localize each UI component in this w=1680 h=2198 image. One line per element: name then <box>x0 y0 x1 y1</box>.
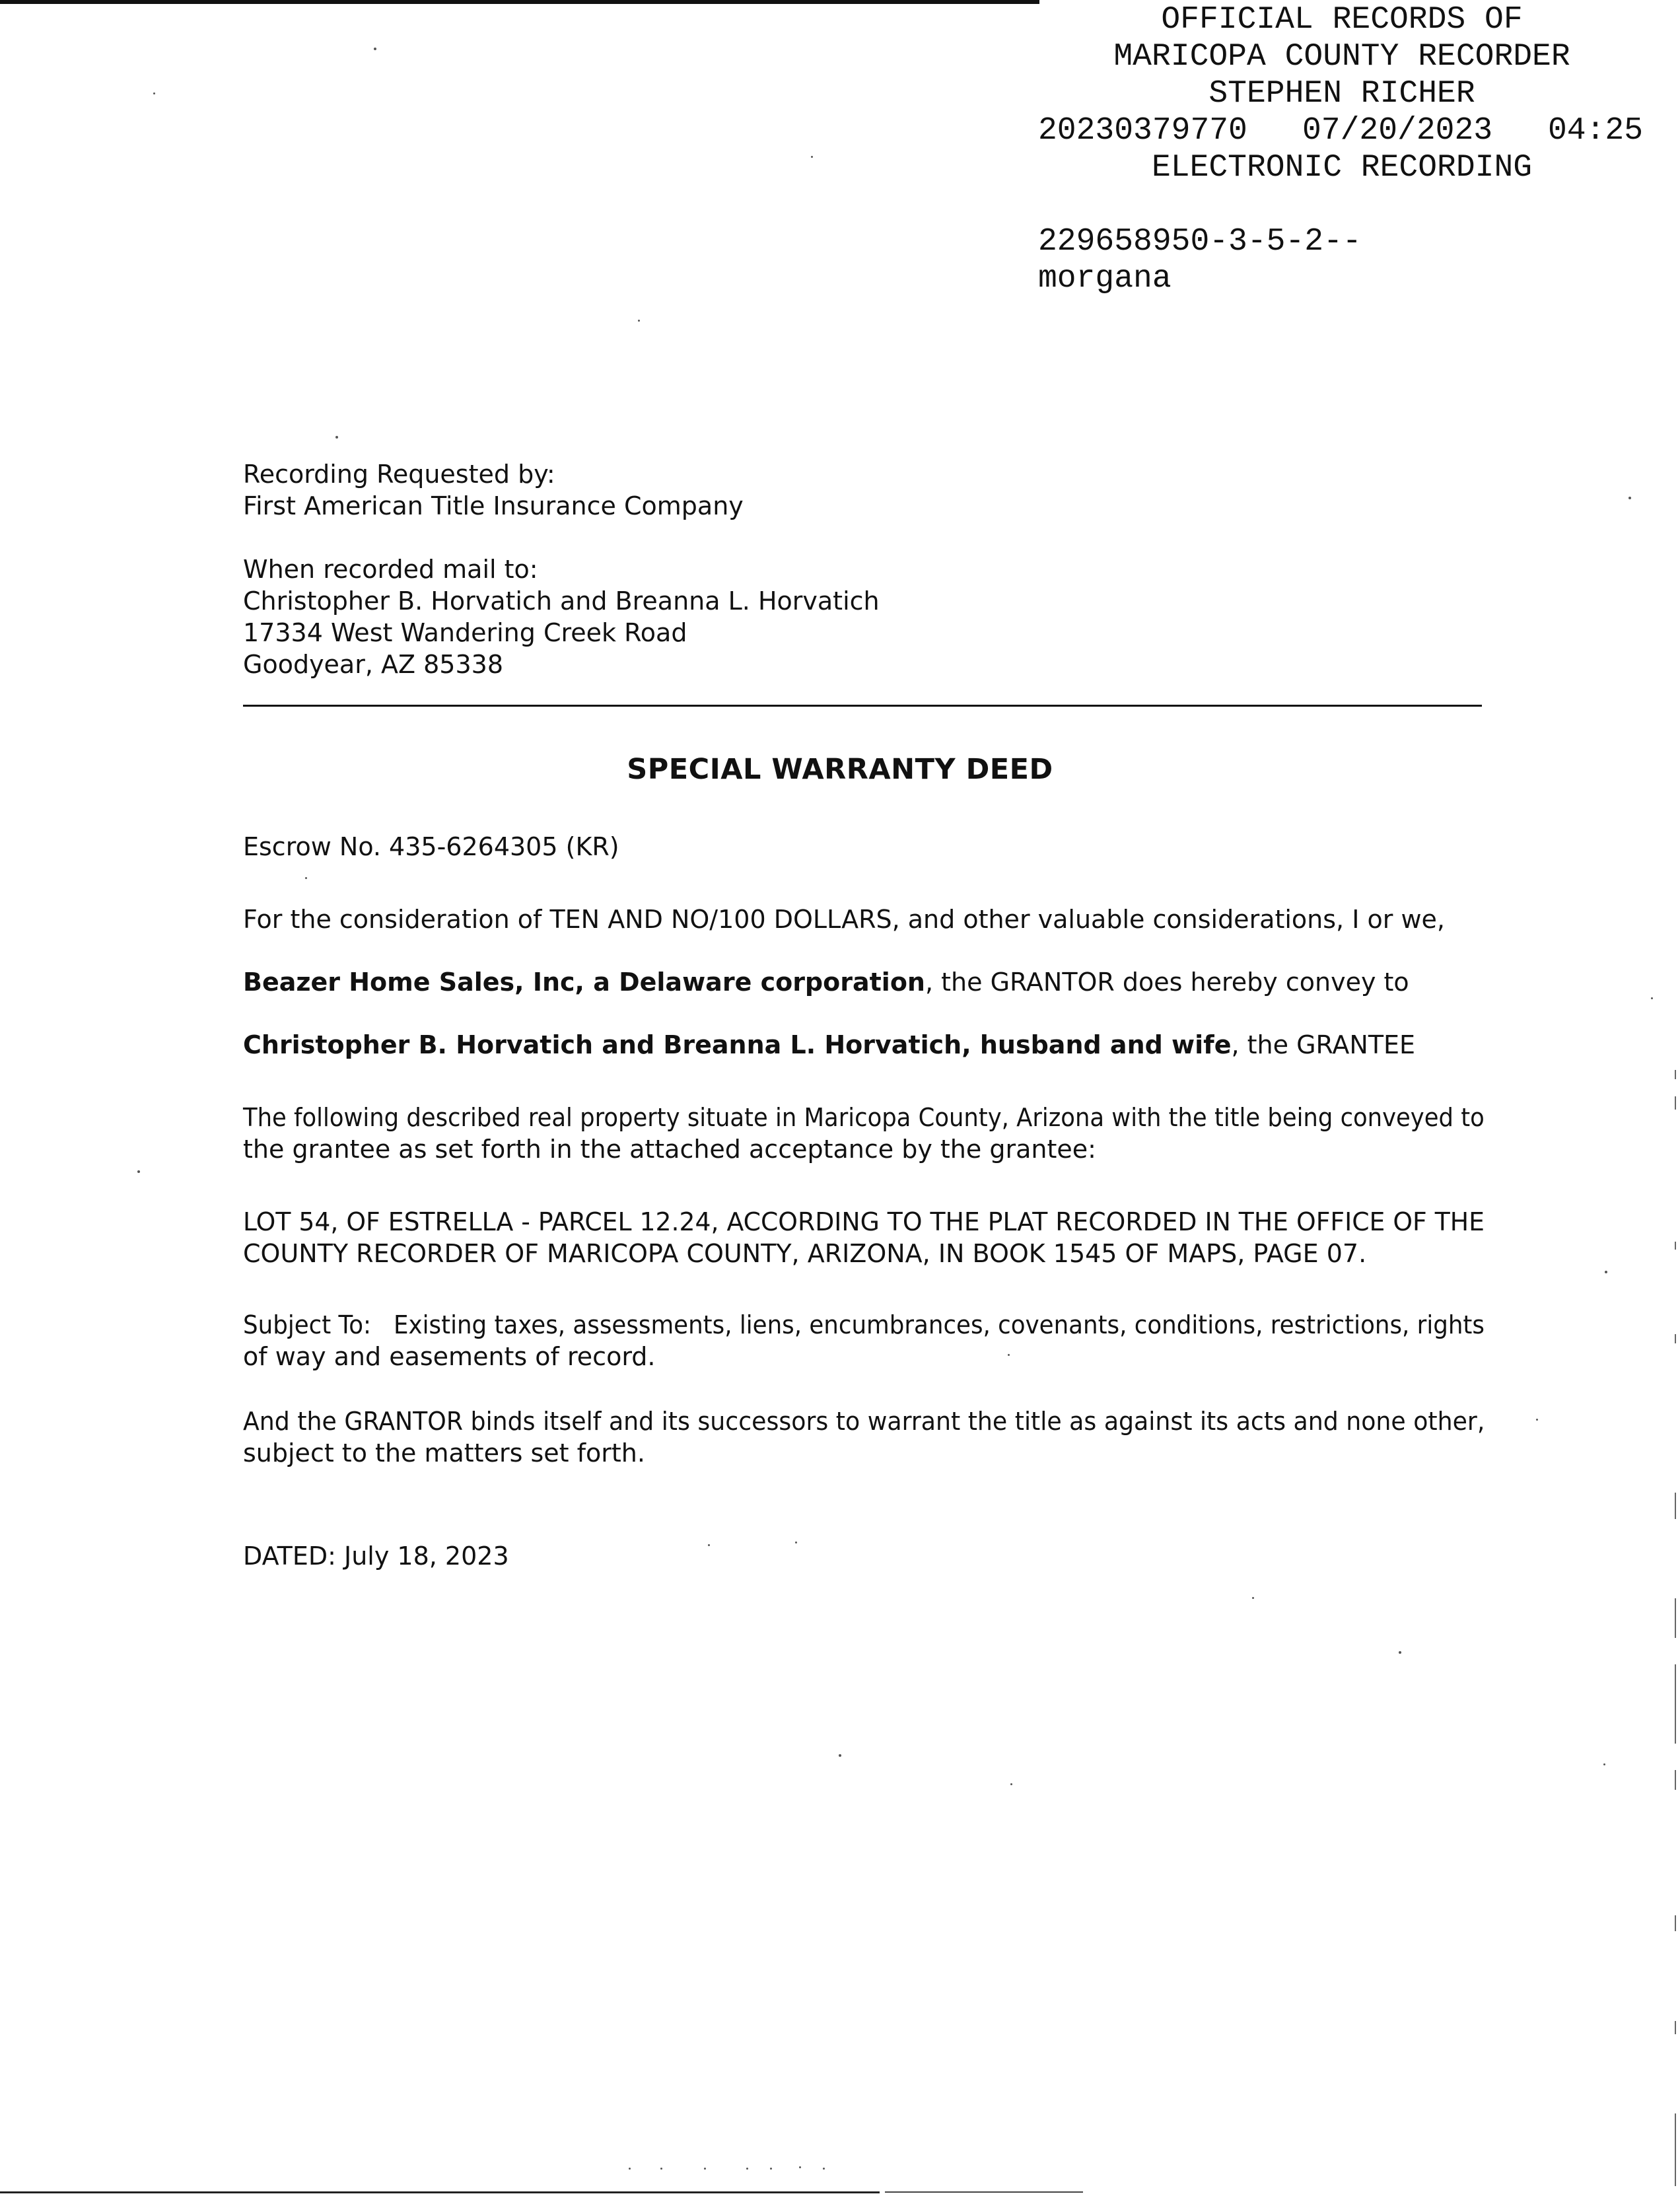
scan-speck <box>1603 1763 1605 1765</box>
grantor-text: , the GRANTOR does hereby convey to <box>925 968 1409 997</box>
escrow-number: Escrow No. 435-6264305 (KR) <box>243 832 619 861</box>
stamp-document-line <box>1038 112 1672 149</box>
bottom-border-rule <box>0 2191 880 2193</box>
grantor-clause <box>243 966 1485 998</box>
scan-speck <box>811 156 813 158</box>
property-intro-line-2: the grantee as set forth in the attached acceptance by the grantee: <box>243 1135 1096 1164</box>
mail-to-city: Goodyear, AZ 85338 <box>243 650 503 679</box>
warranty-line-2: subject to the matters set forth. <box>243 1438 645 1468</box>
stamp-record-date: 07/20/2023 <box>1302 113 1493 149</box>
stamp-county-recorder: MARICOPA COUNTY RECORDER <box>1113 39 1570 75</box>
scan-speck <box>1252 1597 1254 1599</box>
grantee-name: Christopher B. Horvatich and Breanna L. Horvatich, husband and wife <box>243 1030 1232 1059</box>
scan-edge-mark <box>1675 1915 1676 1931</box>
scan-edge-mark <box>1675 1096 1676 1110</box>
scan-speck <box>799 2166 801 2168</box>
scan-edge-mark <box>1675 2021 1676 2034</box>
scan-speck <box>153 92 155 94</box>
stamp-operator: morgana <box>1038 261 1172 297</box>
mail-to-name: Christopher B. Horvatich and Breanna L. Horvatich <box>243 586 880 616</box>
scan-speck <box>1010 1783 1012 1785</box>
bottom-border-dash <box>885 2191 1083 2193</box>
stamp-reference <box>1038 223 1362 297</box>
scan-edge-mark <box>1675 1493 1676 1519</box>
header-divider <box>243 705 1482 707</box>
scan-speck <box>1651 997 1653 999</box>
stamp-electronic-recording: ELECTRONIC RECORDING <box>1151 150 1533 186</box>
scan-speck <box>1536 1419 1538 1421</box>
scan-speck <box>629 2168 631 2170</box>
scan-speck <box>305 877 307 879</box>
legal-description-line-2: COUNTY RECORDER OF MARICOPA COUNTY, ARIZONA, IN BOOK 1545 OF MAPS, PAGE 07. <box>243 1239 1367 1268</box>
mail-to-street: 17334 West Wandering Creek Road <box>243 618 687 647</box>
document-title: SPECIAL WARRANTY DEED <box>627 753 1053 786</box>
scan-speck <box>839 1754 841 1757</box>
scan-speck <box>770 2168 772 2170</box>
scan-speck <box>708 1544 710 1546</box>
scan-speck <box>746 2168 748 2170</box>
scan-speck <box>660 2168 662 2170</box>
scan-speck <box>1008 1354 1010 1356</box>
scan-speck <box>704 2168 706 2170</box>
scan-edge-mark <box>1675 1334 1676 1343</box>
scan-speck <box>638 320 640 322</box>
scan-speck <box>1399 1651 1401 1654</box>
scan-speck <box>823 2168 825 2170</box>
consideration-clause: For the consideration of TEN AND NO/100 DOLLARS, and other valuable considerations, I or we, <box>243 905 1445 934</box>
recording-requested-company: First American Title Insurance Company <box>243 491 744 520</box>
property-intro-line-1: The following described real property situate in Maricopa County, Arizona with the title being conveyed to <box>243 1103 1485 1132</box>
stamp-document-number: 20230379770 <box>1038 113 1247 149</box>
grantee-text: , the GRANTEE <box>1231 1030 1416 1059</box>
subject-to-line-1: Subject To: Existing taxes, assessments, liens, encumbrances, covenants, conditions, restrictions, rights <box>243 1310 1485 1339</box>
mail-to-block <box>243 553 1485 680</box>
legal-description <box>243 1206 1485 1269</box>
scan-speck <box>795 1542 797 1543</box>
scan-edge-mark <box>1675 1242 1676 1250</box>
scan-edge-mark <box>1675 1070 1676 1079</box>
scan-speck <box>374 48 376 50</box>
stamp-recorder-name: STEPHEN RICHER <box>1208 76 1475 112</box>
scan-speck <box>1628 497 1631 499</box>
top-border-rule <box>0 0 1039 4</box>
subject-to-line-2: of way and easements of record. <box>243 1342 656 1371</box>
mail-to-label: When recorded mail to: <box>243 555 538 584</box>
recorder-stamp <box>1038 1 1672 186</box>
scan-speck <box>1605 1271 1607 1273</box>
legal-description-line-1: LOT 54, OF ESTRELLA - PARCEL 12.24, ACCORDING TO THE PLAT RECORDED IN THE OFFICE OF THE <box>243 1207 1485 1236</box>
warranty-clause <box>243 1405 1485 1469</box>
stamp-reference-number: 229658950-3-5-2-- <box>1038 224 1362 260</box>
scan-edge-mark <box>1675 1598 1676 1638</box>
dated-line: DATED: July 18, 2023 <box>243 1542 509 1571</box>
scan-speck <box>137 1170 140 1173</box>
scan-edge-mark <box>1675 1664 1676 1744</box>
scan-speck <box>335 436 338 439</box>
warranty-line-1: And the GRANTOR binds itself and its successors to warrant the title as against its acts and none other, <box>243 1407 1485 1436</box>
recording-requested-label: Recording Requested by: <box>243 460 555 489</box>
scan-edge-mark <box>1675 1770 1676 1790</box>
stamp-official-records: OFFICIAL RECORDS OF <box>1161 2 1523 38</box>
recording-requested-block <box>243 458 1485 522</box>
subject-to <box>243 1309 1485 1372</box>
grantor-name: Beazer Home Sales, Inc, a Delaware corporation <box>243 968 925 997</box>
stamp-record-time: 04:25 <box>1548 113 1644 149</box>
scan-edge-mark <box>1675 2113 1676 2186</box>
property-intro <box>243 1102 1485 1165</box>
grantee-clause <box>243 1029 1485 1061</box>
